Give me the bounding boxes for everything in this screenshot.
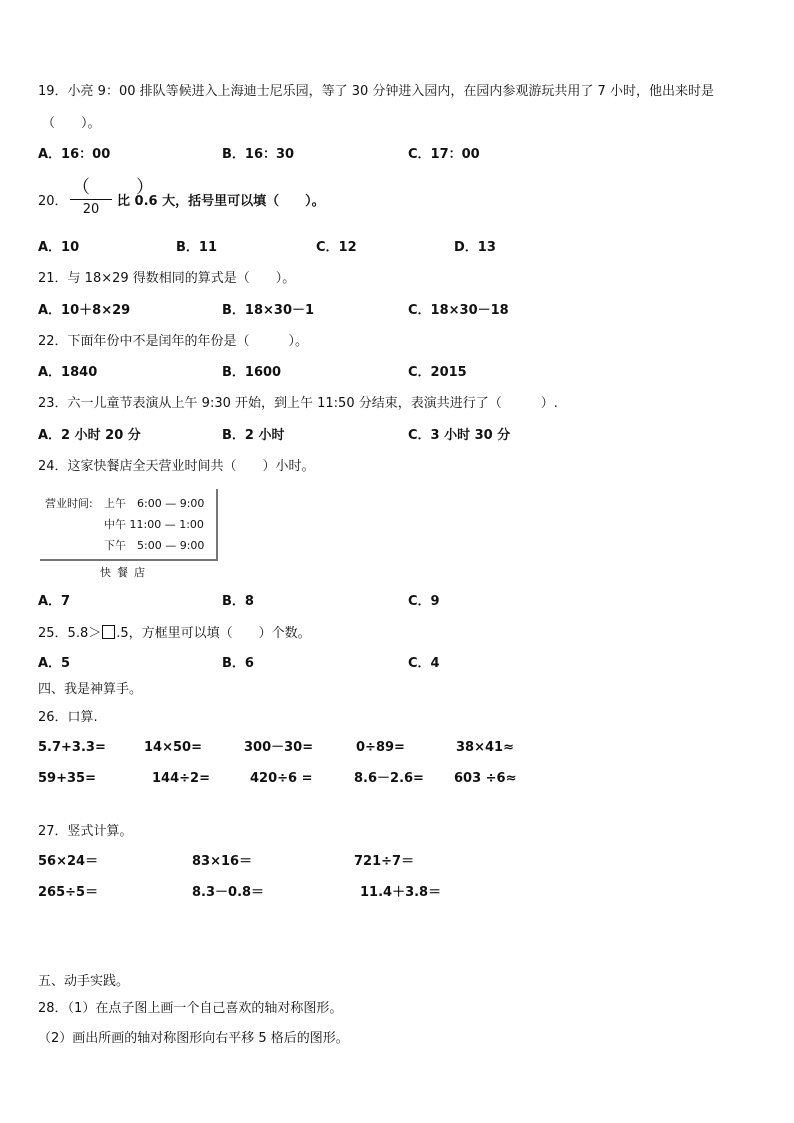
q26-r1-c1: 5.7+3.3=	[38, 740, 106, 755]
blank-box	[102, 625, 115, 639]
q27-title: 27．竖式计算。	[38, 824, 133, 839]
q23-option-a[interactable]: A．2 小时 20 分	[38, 428, 141, 443]
q26-title: 26．口算.	[38, 710, 98, 725]
q20-option-b[interactable]: B．11	[176, 240, 217, 255]
q25-expr-left: 5.8＞	[67, 626, 102, 641]
sign-row-morning: 上午 6:00 — 9:00	[104, 497, 205, 510]
q27-r1-c1: 56×24＝	[38, 854, 99, 869]
fraction-bar	[70, 199, 112, 200]
q22-text: 22．下面年份中不是闰年的年份是（ ）。	[38, 334, 309, 349]
q27-r2-c2: 8.3－0.8＝	[192, 885, 265, 900]
q23-option-b[interactable]: B．2 小时	[222, 428, 285, 443]
q26-r2-c2: 144÷2=	[152, 771, 210, 786]
q20-fraction	[68, 177, 168, 224]
q22-option-a[interactable]: A．1840	[38, 365, 98, 380]
q25-text: ，方框里可以填（ ）个数。	[128, 626, 311, 641]
q25-option-b[interactable]: B．6	[222, 656, 254, 671]
q28-part1: 28．（1）在点子图上画一个自己喜欢的轴对称图形。	[38, 1001, 343, 1016]
q23-text: 23．六一儿童节表演从上午 9:30 开始，到上午 11:50 分结束，表演共进行了（ ）.	[38, 396, 558, 411]
q25-line	[38, 625, 311, 642]
q20-option-a[interactable]: A．10	[38, 240, 80, 255]
q27-r2-c1: 265÷5＝	[38, 885, 99, 900]
q21-text: 21．与 18×29 得数相同的算式是（ ）。	[38, 271, 296, 286]
q26-r2-c1: 59+35=	[38, 771, 96, 786]
q21-option-c[interactable]: C．18×30－18	[408, 303, 509, 318]
q24-option-c[interactable]: C．9	[408, 594, 440, 609]
sign-label: 营业时间:	[45, 497, 93, 510]
q27-r1-c2: 83×16＝	[192, 854, 253, 869]
q22-option-b[interactable]: B．1600	[222, 365, 282, 380]
sign-caption: 快餐店	[100, 566, 151, 579]
q19-line2: （ ）。	[42, 116, 101, 131]
q19-line1: 19．小亮 9：00 排队等候进入上海迪士尼乐园，等了 30 分钟进入园内，在园内参观游玩共用了 7 小时，他出来时是	[38, 84, 714, 99]
q26-r1-c3: 300－30=	[244, 740, 314, 755]
q20-number: 20．	[38, 194, 68, 209]
business-hours-sign	[40, 489, 218, 561]
fraction-numerator-blank: （ ）	[72, 177, 168, 198]
q26-r2-c5: 603 ÷6≈	[454, 771, 517, 786]
section-4-heading: 四、我是神算手。	[38, 682, 143, 697]
q19-option-b[interactable]: B．16：30	[222, 147, 295, 162]
q21-option-b[interactable]: B．18×30－1	[222, 303, 315, 318]
q28-part2: （2）画出所画的轴对称图形向右平移 5 格后的图形。	[38, 1031, 349, 1046]
q23-option-c[interactable]: C．3 小时 30 分	[408, 428, 511, 443]
q22-option-c[interactable]: C．2015	[408, 365, 467, 380]
q26-r1-c4: 0÷89=	[356, 740, 405, 755]
q26-r2-c4: 8.6－2.6=	[354, 771, 424, 786]
sign-row-evening: 下午 5:00 — 9:00	[104, 539, 205, 552]
q25-option-c[interactable]: C．4	[408, 656, 440, 671]
q26-r1-c5: 38×41≈	[456, 740, 514, 755]
q25-number: 25．	[38, 626, 68, 641]
q21-option-a[interactable]: A．10＋8×29	[38, 303, 131, 318]
section-5-heading: 五、动手实践。	[38, 974, 130, 989]
q26-r1-c2: 14×50=	[144, 740, 202, 755]
q20-option-c[interactable]: C．12	[316, 240, 357, 255]
q27-r1-c3: 721÷7＝	[354, 854, 415, 869]
q24-option-a[interactable]: A．7	[38, 594, 71, 609]
q26-r2-c3: 420÷6 =	[250, 771, 313, 786]
sign-row-noon: 中午 11:00 — 1:00	[104, 518, 204, 531]
q27-r2-c3: 11.4＋3.8＝	[360, 885, 442, 900]
fraction-denominator: 20	[82, 202, 100, 217]
q25-expr-right: .5	[116, 626, 129, 641]
q20-option-d[interactable]: D．13	[454, 240, 496, 255]
q24-text: 24．这家快餐店全天营业时间共（ ）小时。	[38, 459, 315, 474]
q19-option-c[interactable]: C．17：00	[408, 147, 480, 162]
q20-text: 比 0.6 大，括号里可以填（ ）。	[117, 194, 325, 209]
q19-option-a[interactable]: A．16：00	[38, 147, 111, 162]
q25-option-a[interactable]: A．5	[38, 656, 71, 671]
q24-option-b[interactable]: B．8	[222, 594, 254, 609]
